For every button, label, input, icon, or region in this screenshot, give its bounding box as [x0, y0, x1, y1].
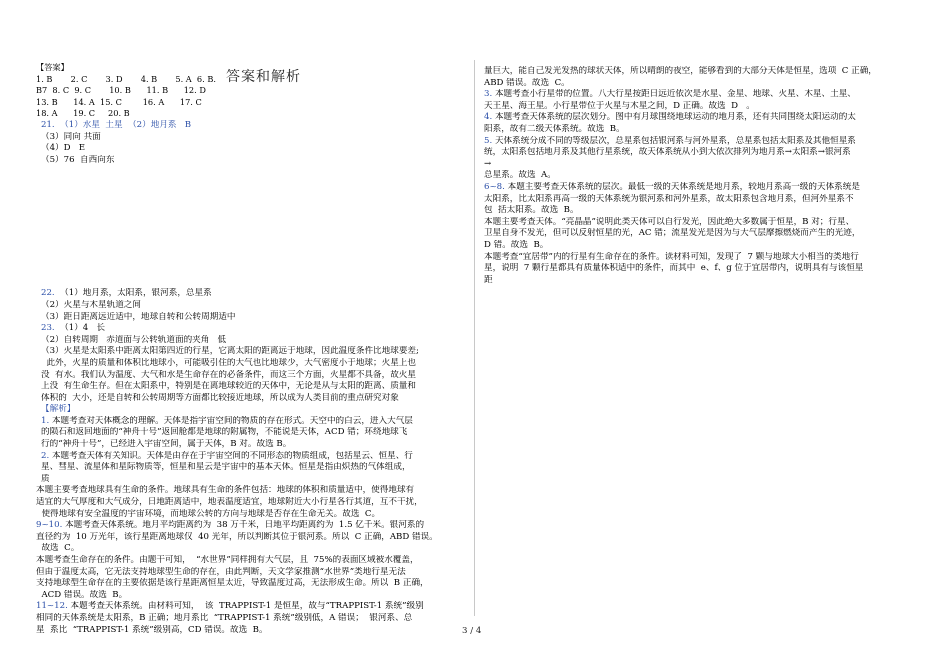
- explain-line: 本题考查生命存在的条件。由题干可知， “水世界”同样拥有大气层，且 75%的表面区域被水覆盖，: [36, 555, 419, 565]
- right-line: ABD 错误。故选 C。: [484, 77, 570, 88]
- right-line: D 错。故选 B。: [484, 239, 549, 250]
- explain-line: 的陨石和返回地面的“神舟十号”返回舱都是地球的附属物，不能说是天体，ACD 错；环绕地球飞: [41, 427, 408, 438]
- answer-row: B7 8. C 9. C 10. B 11. B 12. D: [36, 85, 206, 96]
- q23-line: 此外，火星的质量和体积比地球小，可能吸引住的大气也比地球少，大气密度小于地球；火星上也: [41, 357, 416, 368]
- right-line: 天王星、海王星。小行星带位于火星与木星之间，D 正确。故选 D 。: [484, 100, 755, 111]
- q22-line: （3）距日距离远近适中，地球自转和公转周期适中: [41, 311, 236, 322]
- right-line: 3. 本题考查小行星带的位置。八大行星按距日远近依次是水星、金星、地球、火星、木星、土星、: [484, 89, 856, 100]
- explain-line: 支持地球型生命存在的主要依据是该行星距离恒星太近，导致温度过高，无法形成生命。所以 B 正确，: [36, 578, 429, 589]
- question-number: 22.: [41, 288, 61, 299]
- explain-line: 11~12. 本题考查天体系统。由材料可知， 该 TRAPPIST-1 是恒星，故与“TRAPPIST-1 系统”级别: [36, 601, 424, 612]
- right-line: 星，说明 7 颗行星都具有质量体积适中的条件，而其中 e、f、g 位于宜居带内，说明具有与该恒星: [484, 263, 864, 274]
- right-line: 阳系，故有二级天体系统。故选 B。: [484, 123, 625, 134]
- explain-line: 9~10. 本题考查天体系统。地月平均距离约为 38 万千米，日地平均距离约为 1.5 亿千米。银河系的: [36, 520, 425, 531]
- page-number: 3 / 4: [462, 626, 482, 636]
- page-title: 答案和解析: [226, 69, 301, 85]
- explain-line: 本题主要考查地球具有生命的条件。地球具有生命的条件包括：地球的体积和质量适中，使得地球有: [36, 485, 415, 496]
- q21-line: （3）同向 共面: [41, 131, 101, 142]
- q22-line: （2）火星与木星轨道之间: [41, 299, 141, 310]
- q23-line: （2）自转周期 赤道面与公转轨道面的夹角 低: [41, 334, 227, 345]
- explain-line: 2. 本题考查天体有关知识。天体是由存在于宇宙空间的不同形态的物质组成，包括星云、恒星、行: [41, 450, 413, 461]
- blank-space: [36, 166, 468, 288]
- explain-line: 但由于温度太高，它无法支持地球型生命的存在，由此判断，天文学家推测“水世界”类地行星无法: [36, 566, 406, 577]
- explain-header: 【解析】: [41, 404, 76, 415]
- question-number: 9~10.: [36, 520, 66, 531]
- right-line: 6~8. 本题主要考查天体系统的层次。最低一级的天体系统是地月系，较地月系高一级的天体系统是: [484, 181, 860, 192]
- q21-line: （4）D E: [41, 143, 86, 154]
- q21-line: （5）76 自西向东: [41, 154, 115, 165]
- right-line: 统，太阳系包括地月系及其他行星系统，故天体系统从小到大依次排列为地月系→太阳系→银河系: [484, 147, 851, 158]
- right-line: 本题主要考查天体。“亮晶晶”说明此类天体可以自行发光，因此绝大多数属于恒星，B 对；行星、: [484, 216, 855, 227]
- answer-row: 13. B 14. A 15. C 16. A 17. C: [36, 96, 202, 107]
- q21-line: 21. （1）水星 土星 （2）地月系 B: [41, 119, 192, 130]
- answer-row: 1. B 2. C 3. D 4. B 5. A 6. B.: [36, 73, 216, 84]
- q22-line: 22. （1）地月系，太阳系，银河系，总星系: [41, 288, 212, 299]
- question-number: 2.: [41, 450, 52, 461]
- question-number: 1.: [41, 415, 52, 426]
- right-line: 距: [484, 274, 493, 285]
- explain-line: ACD 错误。故选 B。: [36, 589, 128, 600]
- right-line: 包 括太阳系。故选 B。: [484, 205, 579, 216]
- right-line: 太阳系，比太阳系再高一级的天体系统为银河系和河外星系，故太阳系包含地月系，但河外星系不: [484, 193, 854, 204]
- explain-line: 相同的天体系统是太阳系，B 正确；地月系比 “TRAPPIST-1 系统”级别低，A 错误； 银河系、总: [36, 612, 413, 623]
- explain-line: 使得地球有安全温度的宇宙环境，而地球公转的方向与地球是否存在生命无关。故选 C。: [36, 508, 381, 519]
- column-divider: [474, 60, 475, 616]
- right-line: 4. 本题考查天体系统的层次划分。图中有月球围绕地球运动的地月系，还有共同围绕太阳运动的太: [484, 112, 856, 123]
- q23-line: 上没 有生命生存。但在太阳系中，特别是在离地球较近的天体中，无论是从与太阳的距离、质量和: [41, 381, 416, 392]
- explain-line: 直径约为 10 万光年，该行星距离地球仅 40 光年，所以判断其位于银河系。所以 C 正确，ABD 错误。: [36, 531, 438, 542]
- right-column: [484, 66, 914, 286]
- question-number: 4.: [484, 112, 495, 123]
- q23-line: 23. （1）4 长: [41, 323, 106, 334]
- explain-line: 故选 C。: [36, 543, 80, 554]
- question-number: 5.: [484, 135, 495, 146]
- right-line: 量巨大，能自己发光发热的球状天体，所以晴朗的夜空，能够看到的大部分天体是恒星，选项 C 正确，: [484, 66, 877, 76]
- question-number: 3.: [484, 89, 495, 100]
- answer-row: 18. A 19. C 20. B: [36, 108, 130, 119]
- question-number: 23.: [41, 323, 61, 334]
- explain-line: 质: [41, 473, 50, 484]
- explain-line: 星、彗星、流星体和星际物质等，恒星和星云是宇宙中的基本天体。恒星是指由炽热的气体组成，: [41, 462, 411, 473]
- right-line: 本题考查“宜居带”内的行星有生命存在的条件。读材料可知，发现了 7 颗与地球大小相当的类地行: [484, 251, 859, 262]
- right-line: 总星系。故选 A。: [484, 170, 556, 181]
- explain-line: 适宜的大气厚度和大气成分，日地距离适中，地表温度适宜，地球附近大小行星各行其道，互不干扰，: [36, 497, 423, 508]
- right-line: →: [484, 158, 492, 169]
- q23-line: （3）火星是太阳系中距离太阳第四近的行星，它离太阳的距离远于地球，因此温度条件比地球要差;: [41, 346, 419, 357]
- explain-line: 星 系比 “TRAPPIST-1 系统”级别高，CD 错误。故选 B。: [36, 624, 268, 635]
- question-number: 6~8.: [484, 181, 508, 192]
- explain-line: 行的“神舟十号”，已经进入宇宙空间，属于天体，B 对。故选 B。: [41, 439, 292, 450]
- explain-line: 1. 本题考查对天体概念的理解。天体是指宇宙空间的物质的存在形式。天空中的白云，进入大气层: [41, 415, 413, 426]
- right-line: 5. 天体系统分成不同的等级层次，总星系包括银河系与河外星系，总星系包括太阳系及其他恒星系: [484, 135, 856, 146]
- q23-line: 体积的 大小，还是自转和公转周期等方面都比较接近地球，所以成为人类目前的重点研究对象: [41, 392, 399, 403]
- right-line: 卫星自身不发光，但可以反射恒星的光，AC 错；流星发光是因为与大气层摩擦燃烧而产生的光迹，: [484, 228, 861, 239]
- left-column: [36, 62, 468, 636]
- q23-line: 没 有水。我们认为温度、大气和水是生命存在的必备条件，而这三个方面，火星都不具备，故火星: [41, 369, 416, 380]
- question-number: 11~12.: [36, 601, 71, 612]
- answer-header: 【答案】: [36, 62, 69, 72]
